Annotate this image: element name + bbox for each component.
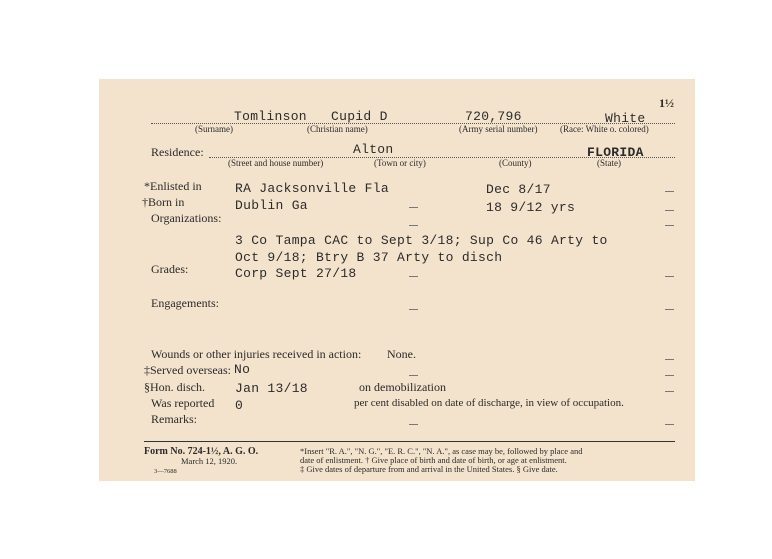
surname-value: Tomlinson: [234, 109, 307, 124]
percent-disabled-value: 0: [235, 398, 244, 413]
county-caption: (County): [499, 158, 532, 168]
serial-number-value: 720,796: [465, 109, 522, 124]
christian-name-caption: (Christian name): [307, 124, 368, 134]
percent-disabled-label: per cent disabled on date of discharge, in view of occupation.: [354, 397, 624, 409]
serial-caption: (Army serial number): [459, 124, 538, 134]
hon-disch-value: Jan 13/18: [235, 381, 308, 396]
state-value: FLORIDA: [587, 145, 644, 160]
organization-line-2: Oct 9/18; Btry B 37 Arty to disch: [235, 250, 503, 265]
corner-mark: 1½: [659, 96, 674, 110]
grades-label: Grades:: [151, 262, 189, 276]
surname-caption: (Surname): [195, 124, 233, 134]
footnote-line-1: *Insert "R. A.", "N. G.", "E. R. C.", "N. A.", as case may be, followed by place and: [300, 446, 583, 456]
street-caption: (Street and house number): [228, 158, 324, 168]
race-caption: (Race: White o. colored): [560, 124, 649, 134]
given-name-value: Cupid D: [331, 109, 388, 124]
draft-record-card: [99, 79, 695, 481]
hon-disch-label: §Hon. disch.: [144, 380, 205, 394]
wounds-label: Wounds or other injuries received in action:: [151, 347, 362, 361]
footer-rule: [144, 441, 675, 442]
on-demobilization-label: on demobilization: [359, 380, 446, 394]
footnote-line-2: date of enlistment. † Give place of birth and date of birth, or age at enlistment.: [300, 455, 567, 465]
print-code: 3—7688: [154, 468, 177, 475]
served-overseas-label: ‡Served overseas:: [144, 363, 231, 377]
state-caption: (State): [597, 158, 621, 168]
enlisted-label: *Enlisted in: [144, 179, 202, 193]
race-value: White: [605, 111, 646, 126]
form-number: Form No. 724-1½, A. G. O.: [144, 446, 259, 457]
organizations-label: Organizations:: [151, 211, 222, 225]
town-value: Alton: [353, 142, 394, 157]
town-caption: (Town or city): [374, 158, 426, 168]
born-label: †Born in: [142, 195, 185, 209]
engagements-label: Engagements:: [151, 296, 219, 310]
wounds-value: None.: [387, 347, 416, 361]
grades-value: Corp Sept 27/18: [235, 266, 357, 281]
was-reported-label: Was reported: [151, 396, 215, 410]
footnote-line-3: ‡ Give dates of departure from and arrival in the United States. § Give date.: [300, 464, 558, 474]
born-place-value: Dublin Ga: [235, 198, 308, 213]
age-value: 18 9/12 yrs: [486, 200, 576, 215]
served-overseas-value: No: [234, 362, 251, 377]
form-date: March 12, 1920.: [181, 456, 238, 466]
enlisted-date-value: Dec 8/17: [486, 182, 551, 197]
enlisted-place-value: RA Jacksonville Fla: [235, 181, 389, 196]
remarks-label: Remarks:: [151, 412, 197, 426]
residence-label: Residence:: [151, 145, 204, 159]
organization-line-1: 3 Co Tampa CAC to Sept 3/18; Sup Co 46 Arty to: [235, 233, 608, 248]
